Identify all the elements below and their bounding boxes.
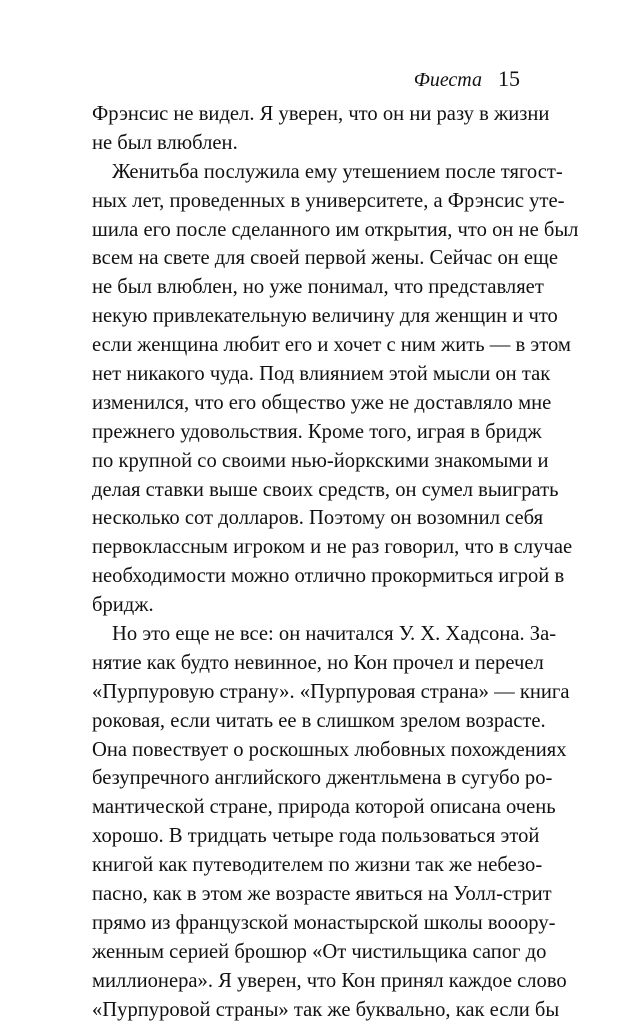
text-line: по крупной со своими нью-йоркскими знакомыми и: [92, 449, 549, 472]
text-line: ных лет, проведенных в университете, а Фрэнсис уте-: [92, 189, 565, 212]
text-line: всем на свете для своей первой жены. Сейчас он еще: [92, 247, 559, 270]
text-line: необходимости можно отлично прокормиться игрой в: [92, 565, 565, 588]
text-line: миллионера». Я уверен, что Кон принял каждое слово: [92, 969, 567, 992]
text-line: хорошо. В тридцать четыре года пользоваться этой: [92, 825, 540, 848]
text-line: шила его после сделанного им открытия, что он не был: [92, 218, 579, 241]
text-line: не был влюблен, но уже понимал, что представляет: [92, 276, 544, 299]
text-line: мантической стране, природа которой описана очень: [92, 796, 556, 819]
text-line: прямо из французской монастырской школы вооору-: [92, 911, 556, 934]
text-line: роковая, если читать ее в слишком зрелом возрасте.: [92, 709, 546, 732]
text-line: прежнего удовольствия. Кроме того, играя в бридж: [92, 420, 542, 443]
text-line: некую привлекательную величину для женщин и что: [92, 305, 558, 328]
text-line: книгой как путеводителем по жизни так же небезо-: [92, 854, 543, 877]
text-line: Фрэнсис не видел. Я уверен, что он ни разу в жизни: [92, 103, 550, 125]
text-line: женным серией брошюр «От чистильщика сапог до: [92, 940, 547, 963]
text-line: изменился, что его общество уже не доставляло мне: [92, 391, 552, 414]
text-line: «Пурпуровую страну». «Пурпуровая страна» — книга: [92, 680, 570, 703]
text-line: не был влюблен.: [92, 131, 238, 154]
text-line: первоклассным игроком и не раз говорил, что в случае: [92, 536, 573, 559]
text-line: Но это еще не все: он начитался У. Х. Хадсона. За-: [112, 623, 557, 646]
text-line: пасно, как в этом же возрасте явиться на Уолл-стрит: [92, 883, 552, 906]
text-line: нятие как будто невинное, но Кон прочел и перечел: [92, 651, 544, 674]
text-line: несколько сот долларов. Поэтому он возомнил себя: [92, 507, 544, 530]
page-number: 15: [498, 66, 520, 91]
running-head: [414, 66, 520, 92]
text-line: «Пурпуровой страны» так же буквально, как если бы: [92, 998, 560, 1021]
text-line: Она повествует о роскошных любовных похождениях: [92, 738, 567, 761]
text-line: безупречного английского джентльмена в сугубо ро-: [92, 767, 553, 790]
running-title: Фиеста: [413, 69, 482, 91]
text-line: бридж.: [92, 594, 154, 617]
text-line: нет никакого чуда. Под влиянием этой мысли он так: [92, 363, 551, 386]
text-line: делая ставки выше своих средств, он сумел выиграть: [92, 478, 559, 501]
text-line: если женщина любит его и хочет с ним жить — в этом: [92, 334, 571, 357]
text-line: Женитьба послужила ему утешением после тягост-: [112, 160, 563, 183]
body-text: [92, 100, 579, 1025]
